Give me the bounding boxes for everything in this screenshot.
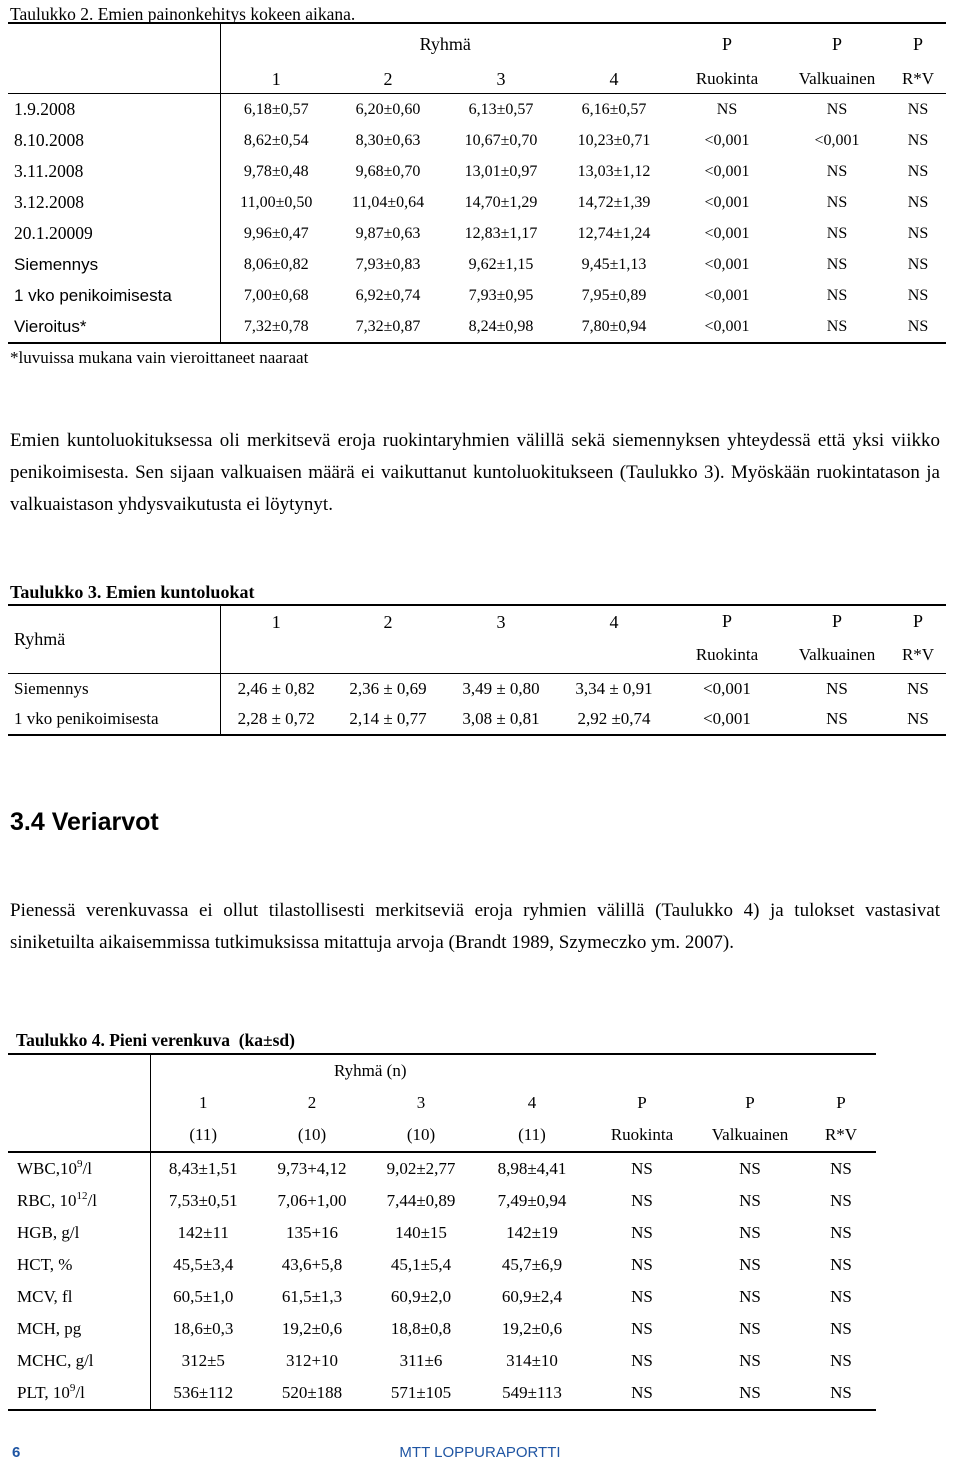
table2-cell: 9,45±1,13 xyxy=(581,255,647,273)
table3-title xyxy=(10,582,254,603)
table2-p-cell: <0,001 xyxy=(814,131,860,149)
table4-p-cell: NS xyxy=(739,1159,761,1178)
table3-p-sub: Valkuainen xyxy=(784,636,890,674)
table4-cell: 45,1±5,4 xyxy=(390,1255,452,1274)
table3-p-sub: Ruokinta xyxy=(670,636,784,674)
table2-cell: 7,93±0,83 xyxy=(355,255,421,273)
table4-row-label xyxy=(8,1185,150,1217)
table2-cell: 8,62±0,54 xyxy=(220,125,332,156)
table4-cell: 7,53±0,51 xyxy=(150,1185,256,1217)
table3-row xyxy=(8,704,946,735)
table2-p-cell: <0,001 xyxy=(704,286,750,304)
table2-cell: 13,01±0,97 xyxy=(464,162,538,180)
table4-p-cell: NS xyxy=(631,1351,653,1370)
table4-cell: 9,02±2,77 xyxy=(386,1159,456,1178)
table2-p-cell: NS xyxy=(716,100,738,118)
table4-row-label xyxy=(8,1281,150,1313)
table4-group-header: Ryhmä (n) xyxy=(150,1054,590,1087)
table4-row xyxy=(8,1281,876,1313)
table2-group-header: Ryhmä xyxy=(220,23,670,65)
table3-p-cell: NS xyxy=(826,679,848,698)
table3-group-number: 4 xyxy=(558,605,670,674)
table4-cell: 142±19 xyxy=(506,1223,558,1242)
table4-p-cell: NS xyxy=(830,1223,852,1242)
table4-p-sub: R*V xyxy=(806,1119,876,1152)
table2-p-cell: <0,001 xyxy=(670,311,784,343)
table2-p-sub: R*V xyxy=(890,65,946,94)
table4-cell: 7,49±0,94 xyxy=(497,1191,567,1210)
table2-row-label: 20.1.20009 xyxy=(14,223,93,243)
footer-text: MTT LOPPURAPORTTI xyxy=(399,1444,561,1461)
table4-label-unit: /l xyxy=(82,1159,92,1178)
table2-cell: 12,83±1,17 xyxy=(464,224,538,242)
table2-cell: 9,78±0,48 xyxy=(220,156,332,187)
table4-row-label xyxy=(8,1313,150,1345)
table2-cell: 11,04±0,64 xyxy=(351,193,425,211)
table4-group-number: 1 xyxy=(150,1087,256,1119)
table3-p-cell: <0,001 xyxy=(703,679,751,698)
table4-label-text: HGB, g/l xyxy=(17,1223,80,1242)
table4-group-count: (10) xyxy=(368,1119,474,1152)
table2-p-cell: NS xyxy=(907,162,929,180)
table4-p-cell: NS xyxy=(739,1351,761,1370)
table2-p-cell: NS xyxy=(907,193,929,211)
table4-group-number: 2 xyxy=(307,1093,317,1112)
table4-row-label xyxy=(8,1217,150,1249)
table2-row xyxy=(8,280,946,311)
table2-p-header: P xyxy=(784,23,890,65)
table4-row xyxy=(8,1249,876,1281)
table4-group-count: (11) xyxy=(150,1119,256,1152)
table3-row xyxy=(8,674,946,705)
table4-group-number: 4 xyxy=(527,1093,537,1112)
table4-cell: 61,5±1,3 xyxy=(281,1287,343,1306)
table2-p-cell: <0,001 xyxy=(704,162,750,180)
table4-cell: 9,73+4,12 xyxy=(277,1159,347,1178)
table4-p-cell: NS xyxy=(830,1159,852,1178)
table3-cell: 2,28 ± 0,72 xyxy=(220,704,332,735)
table4-cell: 18,8±0,8 xyxy=(390,1319,452,1338)
table4-cell: 312±5 xyxy=(150,1345,256,1377)
table2-group-number: 1 xyxy=(220,65,332,94)
table4-group-count: (10) xyxy=(256,1119,368,1152)
table2 xyxy=(8,22,946,344)
table2-row xyxy=(8,311,946,343)
table2-p-cell: <0,001 xyxy=(704,255,750,273)
table4-title xyxy=(16,1030,295,1051)
section-heading: 3.4 Veriarvot xyxy=(10,808,159,836)
table3-group-number: 2 xyxy=(332,605,444,674)
table2-cell: 9,87±0,63 xyxy=(355,224,421,242)
table2-row xyxy=(8,187,946,218)
table2-p-cell: <0,001 xyxy=(704,193,750,211)
table3-row-label: Siemennys xyxy=(14,679,89,698)
table4-row-label xyxy=(8,1152,150,1185)
table4-label-text: PLT, 10 xyxy=(17,1383,70,1402)
table2-p-cell: NS xyxy=(826,255,848,273)
table4-p-cell: NS xyxy=(631,1159,653,1178)
table4-p-cell: NS xyxy=(631,1255,653,1274)
table3-p-cell: NS xyxy=(784,704,890,735)
table4-row xyxy=(8,1377,876,1410)
table4-cell: 7,06+1,00 xyxy=(277,1191,347,1210)
table4-row-label xyxy=(8,1377,150,1410)
table3-p-cell: NS xyxy=(890,704,946,735)
table4-label-text: WBC,10 xyxy=(17,1159,77,1178)
table4-row xyxy=(8,1152,876,1185)
table2-cell: 14,72±1,39 xyxy=(577,193,651,211)
table2-row-label: 1 vko penikoimisesta xyxy=(14,285,172,305)
table2-row-label: 8.10.2008 xyxy=(14,130,84,150)
table4-p-cell: NS xyxy=(739,1223,761,1242)
table4-cell: 311±6 xyxy=(399,1351,443,1370)
table4-cell: 571±105 xyxy=(368,1377,474,1410)
table2-cell: 6,20±0,60 xyxy=(355,100,421,118)
table4-p-header: P xyxy=(745,1093,755,1112)
table4-p-cell: NS xyxy=(739,1191,761,1210)
table2-cell: 10,67±0,70 xyxy=(464,131,538,149)
paragraph-condition: Emien kuntoluokituksessa oli merkitsevä eroja ruokintaryhmien välillä sekä siemennyksen yhteydessä että yksi viikko penikoimisesta. Sen sijaan valkuaisen määrä ei vaikuttanut kuntoluokitukseen (Taulukko 3). Myöskään ruokintatason ja valkuaistason yhdysvaikutusta ei löytynyt. xyxy=(10,430,940,515)
page-number: 6 xyxy=(12,1444,21,1461)
table4-label-text: MCV, fl xyxy=(17,1287,73,1306)
table2-p-cell: NS xyxy=(907,255,929,273)
table4 xyxy=(8,1053,876,1411)
table4-cell: 140±15 xyxy=(395,1223,447,1242)
table4-cell: 314±10 xyxy=(506,1351,558,1370)
table2-cell: 6,92±0,74 xyxy=(355,286,421,304)
table2-p-cell: NS xyxy=(826,224,848,242)
table3-cell: 2,14 ± 0,77 xyxy=(332,704,444,735)
table2-group-number: 4 xyxy=(558,65,670,94)
table4-label-text: MCHC, g/l xyxy=(17,1351,94,1370)
table4-title-label: Taulukko 4. xyxy=(16,1030,105,1050)
table4-label-exponent: 9 xyxy=(69,1382,76,1394)
table3-group-header: Ryhmä xyxy=(8,605,220,674)
table2-cell: 7,93±0,95 xyxy=(468,286,534,304)
table3-p-cell: NS xyxy=(907,679,929,698)
table2-group-number: 2 xyxy=(332,65,444,94)
table2-p-cell: NS xyxy=(784,311,890,343)
table4-label-unit: /l xyxy=(87,1191,97,1210)
table4-row xyxy=(8,1185,876,1217)
table3-p-header: P xyxy=(890,605,946,636)
table4-p-cell: NS xyxy=(631,1191,653,1210)
table4-p-header: P xyxy=(836,1093,846,1112)
table4-label-text: MCH, pg xyxy=(17,1319,82,1338)
table4-cell: 7,44±0,89 xyxy=(386,1191,456,1210)
table2-cell: 7,00±0,68 xyxy=(220,280,332,311)
table2-cell: 12,74±1,24 xyxy=(577,224,651,242)
table2-p-cell: NS xyxy=(907,286,929,304)
table4-title-text: Pieni verenkuva (ka±sd) xyxy=(109,1030,295,1050)
table2-row xyxy=(8,249,946,280)
table4-cell: 135+16 xyxy=(285,1223,339,1242)
table2-p-header: P xyxy=(670,23,784,65)
table2-row xyxy=(8,125,946,156)
table4-p-cell: NS xyxy=(631,1319,653,1338)
table2-p-cell: NS xyxy=(907,100,929,118)
table4-cell: 45,7±6,9 xyxy=(501,1255,563,1274)
table4-label-text: HCT, % xyxy=(17,1255,73,1274)
table2-footnote: *luvuissa mukana vain vieroittaneet naaraat xyxy=(10,348,309,367)
table4-p-cell: NS xyxy=(631,1223,653,1242)
table2-cell: 7,32±0,87 xyxy=(332,311,444,343)
table3-cell: 3,34 ± 0,91 xyxy=(575,679,653,698)
table3-p-cell: <0,001 xyxy=(670,704,784,735)
table2-cell: 6,16±0,57 xyxy=(581,100,647,118)
table4-row-label xyxy=(8,1345,150,1377)
table2-p-cell: NS xyxy=(907,131,929,149)
table4-p-cell: NS xyxy=(830,1287,852,1306)
table4-cell: 18,6±0,3 xyxy=(150,1313,256,1345)
table2-cell: 11,00±0,50 xyxy=(220,187,332,218)
table2-cell: 8,24±0,98 xyxy=(444,311,558,343)
table3-group-number: 1 xyxy=(220,605,332,674)
table2-p-cell: <0,001 xyxy=(704,131,750,149)
table2-row-label: 3.11.2008 xyxy=(14,161,84,181)
table4-p-cell: NS xyxy=(830,1319,852,1338)
table3-row-label: 1 vko penikoimisesta xyxy=(8,704,220,735)
table3-group-number: 3 xyxy=(444,605,558,674)
table2-cell: 7,80±0,94 xyxy=(558,311,670,343)
table2-cell: 8,06±0,82 xyxy=(220,249,332,280)
table2-row-label: 3.12.2008 xyxy=(14,192,84,212)
table2-row-label: Vieroitus* xyxy=(8,311,220,343)
table4-label-unit: /l xyxy=(75,1383,85,1402)
table4-p-cell: NS xyxy=(806,1377,876,1410)
table4-p-cell: NS xyxy=(830,1351,852,1370)
table2-p-cell: NS xyxy=(890,311,946,343)
table2-p-cell: <0,001 xyxy=(704,224,750,242)
table4-cell: 8,98±4,41 xyxy=(497,1159,567,1178)
table2-group-number: 3 xyxy=(444,65,558,94)
table2-row-label: 1.9.2008 xyxy=(14,99,76,119)
table4-cell: 45,5±3,4 xyxy=(150,1249,256,1281)
table2-p-cell: NS xyxy=(826,162,848,180)
table4-cell: 142±11 xyxy=(150,1217,256,1249)
table4-label-text: RBC, 10 xyxy=(17,1191,77,1210)
table3 xyxy=(8,604,946,736)
table2-cell: 7,95±0,89 xyxy=(581,286,647,304)
table4-group-count: (11) xyxy=(474,1119,590,1152)
table4-row-label xyxy=(8,1249,150,1281)
table4-row xyxy=(8,1345,876,1377)
table4-cell: 19,2±0,6 xyxy=(281,1319,343,1338)
table2-cell: 8,30±0,63 xyxy=(355,131,421,149)
table4-cell: 8,43±1,51 xyxy=(150,1152,256,1185)
table3-cell: 3,08 ± 0,81 xyxy=(444,704,558,735)
table2-p-header: P xyxy=(890,23,946,65)
table2-row xyxy=(8,156,946,187)
table2-cell: 13,03±1,12 xyxy=(577,162,651,180)
table2-cell: 6,18±0,57 xyxy=(220,94,332,126)
table2-p-sub: Ruokinta xyxy=(670,65,784,94)
table3-title-label: Taulukko 3. xyxy=(10,582,102,602)
table3-cell: 3,49 ± 0,80 xyxy=(462,679,540,698)
table4-p-cell: NS xyxy=(739,1319,761,1338)
table2-p-cell: NS xyxy=(826,100,848,118)
table2-row-label: Siemennys xyxy=(14,254,99,274)
table4-p-cell: NS xyxy=(739,1255,761,1274)
table4-label-exponent: 9 xyxy=(76,1158,83,1170)
table4-row xyxy=(8,1217,876,1249)
table4-p-cell: NS xyxy=(830,1255,852,1274)
table4-cell: 520±188 xyxy=(256,1377,368,1410)
table2-p-cell: NS xyxy=(826,193,848,211)
table4-label-exponent: 12 xyxy=(76,1190,88,1202)
table4-cell: 43,6+5,8 xyxy=(281,1255,343,1274)
table4-cell: 312+10 xyxy=(285,1351,339,1370)
table4-p-header: P xyxy=(637,1093,647,1112)
table4-p-sub: Valkuainen xyxy=(694,1119,806,1152)
paragraph-blood-values: Pienessä verenkuvassa ei ollut tilastollisesti merkitseviä eroja ryhmien välillä (Taulukko 4) ja tulokset vastasivat siniketuilta aikaisemmissa tutkimuksissa mitattuja arvoja (Brandt 1989, Szymeczko ym. 2007). xyxy=(10,900,940,953)
table4-cell: 60,9±2,4 xyxy=(501,1287,563,1306)
table2-p-cell: NS xyxy=(907,224,929,242)
table2-cell: 10,23±0,71 xyxy=(577,131,651,149)
table3-p-sub: R*V xyxy=(890,636,946,674)
table4-p-cell: NS xyxy=(739,1287,761,1306)
table4-p-cell: NS xyxy=(631,1287,653,1306)
table2-cell: 9,62±1,15 xyxy=(468,255,534,273)
table2-cell: 14,70±1,29 xyxy=(464,193,538,211)
table4-cell: 60,9±2,0 xyxy=(390,1287,452,1306)
table3-title-text: Emien kuntoluokat xyxy=(105,582,255,602)
table2-row xyxy=(8,218,946,249)
table4-cell: 549±113 xyxy=(474,1377,590,1410)
table2-cell: 9,68±0,70 xyxy=(355,162,421,180)
table2-p-sub: Valkuainen xyxy=(784,65,890,94)
table4-p-sub: Ruokinta xyxy=(590,1119,694,1152)
table4-cell: 60,5±1,0 xyxy=(150,1281,256,1313)
table3-p-header: P xyxy=(784,605,890,636)
table2-p-cell: NS xyxy=(826,286,848,304)
table2-cell: 7,32±0,78 xyxy=(220,311,332,343)
table4-cell: 536±112 xyxy=(150,1377,256,1410)
table2-cell: 9,96±0,47 xyxy=(220,218,332,249)
table4-p-cell: NS xyxy=(590,1377,694,1410)
table4-p-cell: NS xyxy=(830,1191,852,1210)
table4-group-number: 3 xyxy=(416,1093,426,1112)
table2-title: Taulukko 2. Emien painonkehitys kokeen aikana. xyxy=(10,4,356,24)
table3-cell: 2,36 ± 0,69 xyxy=(349,679,427,698)
table4-cell: 19,2±0,6 xyxy=(501,1319,563,1338)
table3-cell: 2,92 ±0,74 xyxy=(558,704,670,735)
table3-p-header: P xyxy=(670,605,784,636)
table4-row xyxy=(8,1313,876,1345)
table4-p-cell: NS xyxy=(694,1377,806,1410)
table3-cell: 2,46 ± 0,82 xyxy=(220,674,332,705)
table2-row xyxy=(8,94,946,126)
table2-cell: 6,13±0,57 xyxy=(468,100,534,118)
